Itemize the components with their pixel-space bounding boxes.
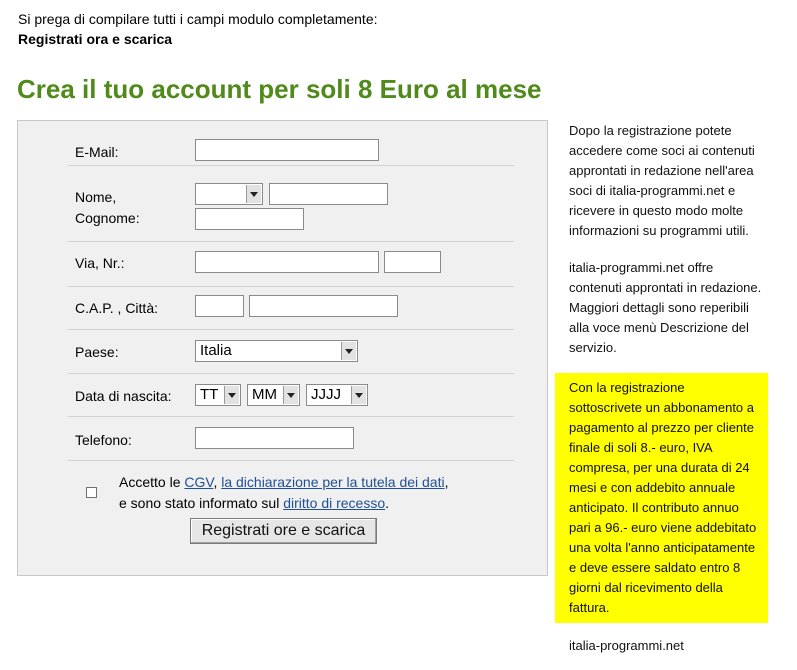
- zip-city-label: C.A.P. , Città:: [75, 300, 158, 316]
- zip-field[interactable]: [195, 295, 244, 317]
- terms-separator: ,: [213, 474, 222, 490]
- birthdate-row: [68, 373, 514, 417]
- terms-informed: e sono stato informato sul: [119, 495, 284, 511]
- terms-comma: ,: [444, 474, 449, 490]
- birth-month-value: MM: [252, 386, 277, 403]
- country-row: [68, 329, 514, 374]
- intro-subtitle: Registrati ora e scarica: [18, 31, 173, 47]
- email-row: [68, 121, 514, 166]
- house-number-field[interactable]: [384, 251, 441, 273]
- street-row: [68, 241, 514, 287]
- sidebar-footer: italia-programmi.net: [569, 638, 684, 653]
- terms-checkbox[interactable]: [86, 487, 97, 498]
- birth-month-select[interactable]: [247, 384, 300, 406]
- street-field[interactable]: [195, 251, 379, 273]
- cgv-link[interactable]: CGV: [184, 474, 214, 490]
- intro-text: [18, 9, 378, 49]
- chevron-down-icon: [246, 185, 261, 203]
- registration-form: [17, 120, 548, 576]
- city-field[interactable]: [249, 295, 398, 317]
- surname-label: Cognome:: [75, 210, 140, 226]
- withdrawal-link[interactable]: diritto di recesso: [283, 495, 386, 511]
- name-row: [68, 165, 514, 242]
- terms-prefix: Accetto le: [119, 474, 185, 490]
- birth-day-value: TT: [200, 386, 219, 403]
- surname-field[interactable]: [195, 208, 304, 230]
- chevron-down-icon: [283, 386, 298, 404]
- first-name-field[interactable]: [269, 183, 388, 205]
- country-value: Italia: [200, 342, 232, 359]
- sidebar-service: italia-programmi.net offre contenuti approntati in redazione. Maggiori dettagli sono reperibili alla voce menù Descrizione del servizio.: [569, 260, 762, 355]
- phone-row: [68, 416, 514, 461]
- birthdate-label: Data di nascita:: [75, 388, 172, 404]
- privacy-link[interactable]: la dichiarazione per la tutela dei dati: [221, 474, 445, 490]
- terms-text: [119, 472, 448, 514]
- email-label: E-Mail:: [75, 144, 119, 160]
- phone-field[interactable]: [195, 427, 354, 449]
- email-field[interactable]: [195, 139, 379, 161]
- birth-year-select[interactable]: [306, 384, 368, 406]
- terms-period: .: [385, 495, 390, 511]
- sidebar-info: Dopo la registrazione potete accedere come soci ai contenuti approntati in redazione nell'area soci di italia-programmi.net e ricevere in questo modo molte informazioni su programmi utili.: [569, 123, 755, 238]
- phone-label: Telefono:: [75, 432, 132, 448]
- country-label: Paese:: [75, 344, 119, 360]
- zip-city-row: [68, 286, 514, 330]
- chevron-down-icon: [351, 386, 366, 404]
- name-label: Nome,: [75, 189, 117, 205]
- birth-year-value: JJJJ: [311, 386, 341, 403]
- salutation-select[interactable]: [195, 183, 263, 205]
- street-label: Via, Nr.:: [75, 255, 125, 271]
- submit-button[interactable]: Registrati ore e scarica: [190, 518, 377, 544]
- chevron-down-icon: [224, 386, 239, 404]
- intro-instruction: Si prega di compilare tutti i campi modulo completamente:: [18, 11, 378, 27]
- subscription-note: Con la registrazione sottoscrivete un abbonamento a pagamento al prezzo per cliente finale di soli 8.- euro, IVA compresa, per una durata di 24 mesi e con addebito annuale anticipato. Il contributo annuo pari a 96.- euro viene addebitato una volta l'anno anticipatamente e deve essere saldato entro 8 giorni dal ricevimento della fattura.: [555, 373, 768, 623]
- birth-day-select[interactable]: [195, 384, 241, 406]
- chevron-down-icon: [341, 342, 356, 360]
- page-title: Crea il tuo account per soli 8 Euro al mese: [17, 74, 542, 104]
- country-select[interactable]: [195, 340, 358, 362]
